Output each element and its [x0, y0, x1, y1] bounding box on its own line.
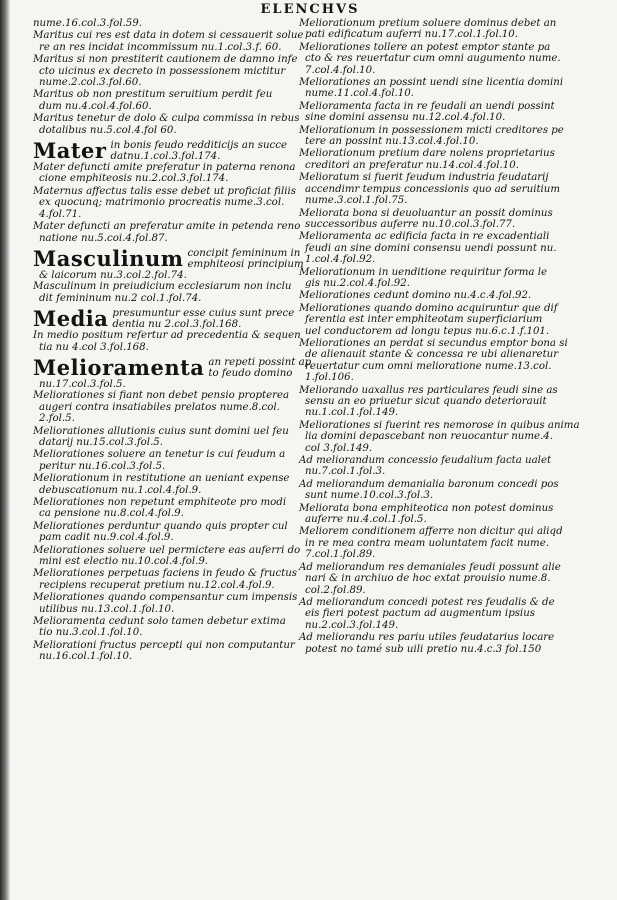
- index-entry: [33, 113, 300, 136]
- index-entry-line: Meliorationes tollere an potest emptor stante pa: [299, 41, 551, 53]
- index-entry-line: Meliorationes quando compensantur cum impensis: [33, 592, 298, 604]
- index-entry-line: tia nu 4.col 3.fol.168.: [39, 341, 149, 353]
- index-entry-line: nume.16.col.3.fol.59.: [33, 18, 142, 29]
- index-entry-line: In medio positum refertur ad precedentia & sequen: [33, 330, 301, 342]
- index-entry-line: nu.16.col.1.fol.10.: [39, 651, 133, 663]
- index-entry: [33, 497, 296, 520]
- index-entry-line: gis nu.2.col.4.fol.92.: [305, 277, 410, 289]
- index-entry-line: Maritus si non prestiterit cautionem de damno infe: [33, 54, 298, 66]
- index-entry-line: natione nu.5.coi.4.fol.87.: [39, 232, 168, 244]
- index-entry-line: Meliorationes soluere uel permictere eas auferri do: [33, 544, 301, 556]
- headword-media-side-1: presumuntur esse cuius sunt prece: [112, 308, 295, 320]
- index-entry: [33, 54, 296, 88]
- index-entry-line: Meliorem conditionem afferre non dicitur qui aliqd: [299, 526, 563, 538]
- headword-media: [33, 308, 296, 330]
- index-entry-line: sensu an eo priuetur sicut quando deteriorauit: [305, 396, 547, 407]
- headword-masculinum-after: & laicorum nu.3.col.2.fol.74.: [39, 269, 187, 281]
- index-entry: [299, 526, 601, 560]
- index-entry: [33, 281, 296, 304]
- index-entry-line: col 3.fol.149.: [305, 442, 373, 454]
- headword-mater-word: Mater: [33, 138, 107, 164]
- index-entry-line: creditori an preferatur nu.14.col.4.fol.10.: [305, 159, 519, 171]
- index-entry-line: Ad meliorandum demanialia baronum concedi pos: [299, 478, 559, 490]
- index-entry: [299, 597, 601, 631]
- index-entry-line: reuertatur cum omni melioratione nume.13.col.: [305, 360, 552, 372]
- index-entry: [33, 521, 296, 544]
- index-entry: [33, 89, 296, 112]
- index-entry-line: Masculinum in preiudicium ecclesiarum non inclu: [33, 281, 292, 293]
- index-entry: [299, 148, 601, 171]
- index-entry: [33, 568, 296, 591]
- index-entry: [299, 303, 601, 337]
- index-entry-line: Meliorationes an possint uendi sine licentia domini: [299, 77, 564, 89]
- index-entry-line: Ad meliorandum res demaniales feudi possunt alie: [299, 561, 561, 573]
- index-entry-line: recipiens recuperat pretium nu.12.col.4.fol.9.: [39, 579, 275, 591]
- index-entry: [33, 162, 296, 185]
- index-entry-line: cione emphiteosis nu.2.col.3.fol.174.: [39, 173, 229, 185]
- index-entry-line: re an res incidat incommissum nu.1.col.3.f. 60.: [39, 41, 282, 53]
- left-column: [33, 18, 312, 898]
- index-entry-line: nari & in archiuo de hoc extat prouisio nume.8.: [305, 573, 551, 585]
- index-entry-line: uel conductorem ad longu tepus nu.6.c.1.f.101.: [305, 325, 550, 337]
- index-entry: [299, 338, 601, 384]
- headword-melioramenta-side-2: to feudo domino: [208, 367, 293, 379]
- index-entry-line: nume.3.col.1.fol.75.: [305, 195, 408, 207]
- index-entry: [299, 42, 601, 76]
- left-entries-1: [33, 18, 304, 136]
- left-entries-5: [33, 390, 301, 663]
- index-entry-line: lia domini depascebant non reuocantur nume.4.: [305, 431, 554, 443]
- index-entry-line: Meliorationes allutionis cuius sunt domini uel feu: [33, 425, 289, 437]
- index-entry-line: Meliorationes perduntur quando quis propter cul: [33, 520, 288, 532]
- index-entry-line: Melioratum si fuerit feudum industria feudatarij: [299, 172, 549, 184]
- index-entry-line: Meliorationi fructus percepti qui non computantur: [33, 639, 295, 651]
- headword-masculinum: [33, 245, 304, 281]
- index-entry: [299, 231, 601, 265]
- index-entry-line: sine domini assensu nu.12.col.4.fol.10.: [305, 112, 506, 124]
- index-entry-line: Maritus tenetur de dolo & culpa commissa in rebus: [33, 113, 300, 125]
- index-entry-line: nu.1.col.1.fol.149.: [305, 407, 399, 419]
- index-entry-line: Maternus affectus talis esse debet ut proficiat filiis: [33, 185, 296, 197]
- right-entries: [299, 18, 601, 655]
- index-entry: [33, 426, 296, 449]
- index-entry-line: dum nu.4.col.4.fol.60.: [39, 100, 152, 112]
- index-entry-line: potest no tamé sub uili pretio nu.4.c.3 fol.150: [305, 643, 542, 655]
- index-entry-line: Melioramenta facta in re feudali an uendi possint: [299, 100, 555, 112]
- index-entry: [299, 632, 601, 655]
- headword-masculinum-side-1: concipit femininum in: [187, 247, 301, 259]
- headword-melioramenta-after: nu.17.col.3.fol.5.: [39, 378, 126, 390]
- index-entry-line: successoribus auferre nu.10.col.3.fol.77.: [305, 218, 516, 230]
- index-entry-line: eis fieri potest pactum ad augmentum ipsius: [305, 608, 535, 620]
- index-entry-line: Meliorationum in possessionem micti creditores pe: [299, 124, 564, 136]
- index-entry: [299, 77, 601, 100]
- index-entry-line: ex quocunq; matrimonio procreatis nume.3.col.: [39, 197, 285, 209]
- index-entry-line: Meliorationum pretium dare nolens proprietarius: [299, 148, 555, 160]
- index-entry-line: nu.2.col.3.fol.149.: [305, 619, 399, 631]
- index-entry-line: Meliorata bona si deuoluantur an possit dominus: [299, 207, 553, 219]
- index-entry: [299, 503, 601, 526]
- index-entry: [299, 101, 601, 124]
- index-entry: [33, 449, 296, 472]
- headword-mater-side-2: datnu.1.col.3.fol.174.: [110, 151, 221, 163]
- headword-melioramenta-word: Melioramenta: [33, 354, 205, 380]
- index-entry-line: in re mea contra meam uoluntatem facit nume.: [305, 537, 549, 549]
- index-entry-line: Meliorationes quando domino acquiruntur que dif: [299, 302, 558, 314]
- index-entry-line: peritur nu.16.col.3.fol.5.: [39, 460, 166, 472]
- index-entry-line: Meliorationes non repetunt emphiteote pro modi: [33, 497, 287, 508]
- headword-media-word: Media: [33, 306, 109, 332]
- index-entry-line: cto uicinus ex decreto in possessionem mictitur: [39, 65, 286, 77]
- headword-masculinum-word: Masculinum: [33, 245, 184, 271]
- index-entry-line: auferre nu.4.col.1.fol.5.: [305, 514, 427, 526]
- index-entry-line: Ad meliorandu res pariu utiles feudatarius locare: [299, 632, 555, 644]
- index-entry: [33, 18, 296, 29]
- index-entry: [299, 125, 601, 148]
- index-entry-line: Meliorando uaxallus res particulares feudi sine as: [299, 384, 558, 396]
- index-entry-line: Ad meliorandum concessio feudalium facta ualet: [299, 455, 552, 467]
- index-entry-line: dit femininum nu.2 col.1.fol.74.: [39, 292, 202, 304]
- index-entry-line: 4.fol.71.: [39, 208, 82, 220]
- index-entry-line: Meliorationes si fiant non debet pensio propterea: [33, 390, 290, 402]
- index-entry-line: Ad meliorandum concedi potest res feudalis & de: [299, 596, 555, 608]
- running-header: ELENCHVS: [260, 2, 360, 17]
- right-column: [299, 18, 601, 898]
- index-entry-line: Mater defuncti amite preferatur in paterna renona: [33, 162, 296, 174]
- index-entry-line: Meliorationes perpetuas faciens in feudo & fructus: [33, 568, 298, 580]
- index-entry-line: Meliorationes si fuerint res nemorose in quibus anima: [299, 419, 580, 431]
- index-entry: [299, 385, 601, 419]
- index-entry-line: nu.7.col.1.fol.3.: [305, 466, 386, 478]
- index-entry: [33, 330, 301, 353]
- index-entry-line: feudi an sine domini consensu uendi possunt nu.: [305, 242, 557, 254]
- index-entry: [33, 473, 296, 496]
- index-entry-line: Maritus cui res est data in dotem si cessauerit solue: [33, 30, 304, 42]
- headword-mater: [33, 140, 296, 162]
- index-entry-line: accendimr tempus concessionis quo ad seruitium: [305, 183, 561, 195]
- index-entry: [299, 479, 601, 502]
- index-entry: [299, 455, 601, 478]
- left-entries-2: [33, 162, 301, 244]
- headword-masculinum-side-2: emphiteosi principium: [187, 258, 304, 270]
- index-entry-line: de alienauit stante & concessa re ubi alienaretur: [305, 349, 559, 361]
- index-entry-line: utilibus nu.13.col.1.fol.10.: [39, 603, 175, 615]
- index-entry-line: 1.col.4.fol.92.: [305, 254, 376, 266]
- index-entry-line: Meliorationum in restitutione an ueniant expense: [33, 473, 290, 485]
- index-entry-line: Meliorationum pretium soluere dominus debet an: [299, 18, 557, 29]
- index-entry: [299, 562, 601, 596]
- index-entry-line: dotalibus nu.5.col.4.fol 60.: [39, 124, 177, 136]
- headword-melioramenta: [33, 354, 312, 390]
- index-entry: [33, 592, 296, 615]
- index-entry: [299, 290, 601, 301]
- left-entries-3: [33, 281, 296, 304]
- index-entry-line: Meliorationes cedunt domino nu.4.c.4.fol.92.: [299, 290, 532, 302]
- index-entry: [33, 390, 296, 424]
- headword-melioramenta-side-1: an repeti possint ap: [208, 356, 312, 368]
- index-entry-line: Meliorationum in uenditione requiritur forma le: [299, 266, 548, 278]
- index-entry: [33, 30, 304, 53]
- index-entry: [33, 640, 296, 663]
- index-entry-line: Melioramenta ac edificia facta in re excadentiali: [299, 231, 550, 243]
- page-binding-shadow: [0, 0, 10, 900]
- index-entry-line: augeri contra insatiabiles prelatos nume.8.col.: [39, 401, 280, 413]
- index-entry-line: Melioramenta cedunt solo tamen debetur extima: [33, 616, 286, 628]
- index-entry-line: Meliorata bona emphiteotica non potest dominus: [299, 502, 554, 514]
- index-entry-line: ca pensione nu.8.col.4.fol.9.: [39, 508, 184, 520]
- headword-mater-side-1: in bonis feudo redditicijs an succe: [110, 140, 287, 152]
- index-entry-line: Meliorationes an perdat si secundus emptor bona si: [299, 337, 568, 349]
- index-entry-line: cto & res reuertatur cum omni augumento nume.: [305, 53, 561, 65]
- index-entry-line: 7.col.4.fol.10.: [305, 64, 376, 76]
- index-entry: [33, 221, 301, 244]
- index-entry-line: ferentia est inter emphiteotam superficiarium: [305, 314, 543, 326]
- index-entry-line: nume.11.col.4.fol.10.: [305, 88, 414, 100]
- headword-media-side-2: dentia nu 2.col.3.fol.168.: [112, 319, 242, 331]
- index-entry: [299, 420, 601, 454]
- index-entry-line: sunt nume.10.col.3.fol.3.: [305, 490, 434, 502]
- index-entry-line: tere an possint nu.13.col.4.fol.10.: [305, 136, 479, 148]
- index-entry-line: col.2.fol.89.: [305, 584, 366, 596]
- index-entry: [299, 208, 601, 231]
- index-entry: [33, 544, 301, 568]
- index-entry: [33, 616, 296, 639]
- index-entry-line: mini est electio nu.10.col.4.fol.9.: [39, 556, 209, 568]
- index-entry: [299, 18, 601, 41]
- index-entry: [299, 172, 601, 206]
- index-entry-line: pam cadit nu.9.col.4.fol.9.: [39, 532, 174, 544]
- index-entry-line: 7.col.1.fol.89.: [305, 549, 376, 561]
- index-entry-line: 1.fol.106.: [305, 372, 354, 384]
- index-entry: [33, 186, 296, 220]
- index-entry-line: pati edificatum auferri nu.17.col.1.fol.10.: [305, 29, 519, 41]
- index-entry: [299, 267, 601, 290]
- left-entries-4: [33, 330, 301, 353]
- index-entry-line: Mater defuncti an preferatur amite in petenda reno: [33, 221, 301, 233]
- index-entry-line: datarij nu.15.col.3.fol.5.: [39, 436, 164, 448]
- index-entry-line: Meliorationes soluere an tenetur is cui feudum a: [33, 449, 286, 461]
- index-entry-line: debuscationum nu.1.col.4.fol.9.: [39, 484, 202, 496]
- index-entry-line: 2.fol.5.: [39, 413, 75, 425]
- index-entry-line: Maritus ob non prestitum seruitium perdit feu: [33, 89, 273, 101]
- index-entry-line: nume.2.col.3.fol.60.: [39, 77, 142, 89]
- index-entry-line: tio nu.3.col.1.fol.10.: [39, 627, 143, 639]
